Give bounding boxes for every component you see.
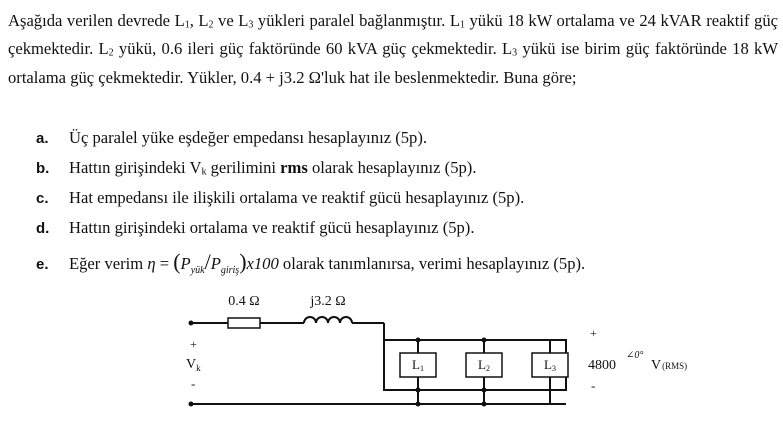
intro-text: yükü 18 kW ortalama ve 24 kVAR reaktif güç çekmektedir. L — [8, 11, 778, 59]
paren-open: ( — [173, 249, 181, 274]
sub-3: 3 — [512, 47, 518, 59]
intro-text: , L — [189, 11, 209, 30]
source-label: $V_k$ — [186, 357, 201, 373]
sub-1: 1 — [184, 19, 190, 31]
question-text: gerilimini — [206, 158, 281, 177]
question-letter: d. — [36, 220, 50, 237]
eta-symbol: η — [147, 254, 156, 273]
fraction-slash: / — [204, 249, 211, 274]
power-sub-output: yük — [190, 265, 205, 276]
question-letter: e. — [36, 256, 49, 273]
question-text: Üç paralel yüke eşdeğer empedansı hesaplayınız (5p). — [69, 128, 427, 147]
paren-close: ) — [239, 249, 247, 274]
question-letter: b. — [36, 160, 50, 177]
inductor — [304, 317, 352, 323]
inductor-label: j3.2 Ω — [310, 294, 346, 309]
sub-2: 2 — [108, 47, 114, 59]
intro-text: yükleri paralel bağlanmıştır. L — [253, 11, 460, 30]
question-text: Hat empedansı ile ilişkili ortalama ve reaktif gücü hesaplayınız (5p). — [69, 188, 525, 207]
equals-sign: = — [155, 254, 174, 273]
intro-text: ve L — [213, 11, 249, 30]
source-minus: - — [191, 376, 196, 391]
question-sub: k — [201, 166, 207, 178]
load-l1-label: L1 — [412, 357, 424, 373]
terminal-dot — [189, 321, 194, 326]
load-voltage: 4800 — [588, 358, 616, 373]
intro-text: Aşağıda verilen devrede L — [8, 11, 185, 30]
question-bold: rms — [280, 158, 308, 177]
terminal-dot — [189, 402, 194, 407]
load-minus: - — [591, 378, 596, 393]
resistor — [228, 318, 260, 328]
intro-text: yükü ise birim güç faktöründe 18 kW ortalama güç çekmektedir. Yükler, 0.4 + j3.2 Ω'luk hat ile beslenmektedir. Buna göre; — [8, 39, 778, 87]
load-angle: ∠0° — [626, 350, 644, 361]
load-unit: V(RMS) — [651, 358, 688, 373]
sub-1: 1 — [459, 19, 465, 31]
junction-dot — [482, 402, 487, 407]
question-text: olarak tanımlanırsa, verimi hesaplayınız (5p). — [278, 254, 586, 273]
question-text: Hattın girişindeki V — [69, 158, 202, 177]
source-plus: + — [190, 337, 197, 351]
power-symbol: P — [210, 254, 221, 273]
sub-2: 2 — [208, 19, 214, 31]
resistor-label: 0.4 Ω — [228, 294, 260, 309]
question-letter: a. — [36, 130, 49, 147]
load-l3-label: L3 — [544, 357, 556, 373]
load-l2-label: L2 — [478, 357, 490, 373]
junction-dot — [416, 402, 421, 407]
load-plus: + — [590, 326, 597, 340]
question-letter: c. — [36, 190, 49, 207]
question-text: Hattın girişindeki ortalama ve reaktif gücü hesaplayınız (5p). — [69, 218, 475, 237]
power-sub-input: giriş — [220, 265, 240, 276]
multiplier: x100 — [246, 254, 279, 273]
question-text: Eğer verim — [69, 254, 148, 273]
question-text: olarak hesaplayınız (5p). — [307, 158, 477, 177]
intro-text: yükü, 0.6 ileri güç faktöründe 60 kVA güç çekmektedir. L — [113, 39, 513, 59]
power-symbol: P — [180, 254, 191, 273]
sub-3: 3 — [248, 19, 254, 31]
